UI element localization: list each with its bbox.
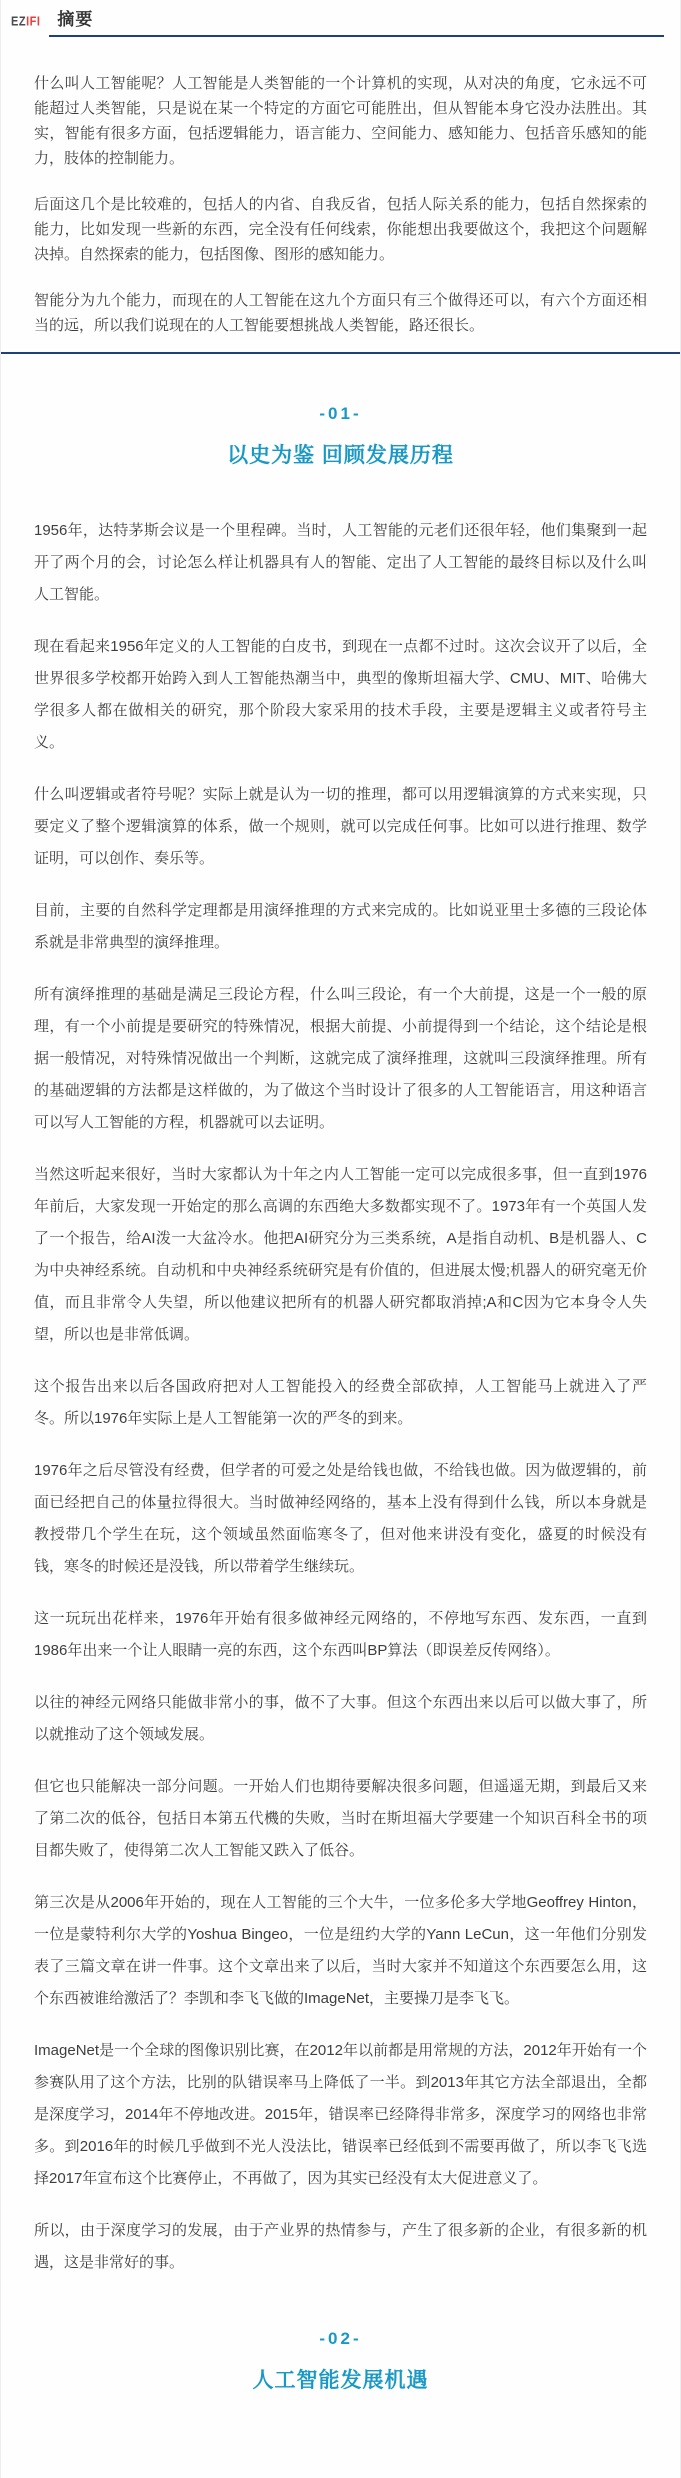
page-title: 摘要: [57, 10, 94, 29]
section-title: 人工智能发展机遇: [252, 2369, 429, 2392]
brand-logo-dark: EZ: [11, 15, 27, 29]
section-01: [1, 404, 680, 2279]
brand-logo-red: IFI: [26, 15, 41, 29]
brand-logo: [11, 15, 40, 29]
paragraph: 什么叫人工智能呢？人工智能是人类智能的一个计算机的实现，从对决的角度，它永远不可能超过人类智能，只是说在某一个特定的方面它可能胜出，但从智能本身它没办法胜出。其实，智能有很多方面，包括逻辑能力，语言能力、空间能力、感知能力、包括音乐感知的能力，肢体的控制能力。: [34, 75, 647, 167]
paragraph: 第三次是从2006年开始的，现在人工智能的三个大牛，一位多伦多大学地Geoffrey Hinton，一位是蒙特利尔大学的Yoshua Bingeo，一位是纽约大学的Yann LeCun，这一年他们分别发表了三篇文章在讲一件事。这个文章出来了以后，当时大家并不知道这个东西要怎么用，这个东西被谁给激活了？李凯和李飞飞做的ImageNet，主要操刀是李飞飞。: [34, 1894, 647, 2007]
header-rule: [49, 5, 664, 37]
section-number: -02-: [319, 2329, 362, 2348]
section-body: [1, 469, 680, 2279]
paragraph: 智能分为九个能力，而现在的人工智能在这九个方面只有三个做得还可以，有六个方面还相当的远，所以我们说现在的人工智能要想挑战人类智能，路还很长。: [34, 292, 647, 334]
paragraph: 所有演绎推理的基础是满足三段论方程，什么叫三段论，有一个大前提，这是一个一般的原理，有一个小前提是要研究的特殊情况，根据大前提、小前提得到一个结论，这个结论是根据一般情况，对特殊情况做出一个判断，这就完成了演绎推理，这就叫三段演绎推理。所有的基础逻辑的方法都是这样做的，为了做这个当时设计了很多的人工智能语言，用这种语言可以写人工智能的方程，机器就可以去证明。: [34, 986, 647, 1131]
paragraph: 1976年之后尽管没有经费，但学者的可爱之处是给钱也做，不给钱也做。因为做逻辑的，前面已经把自己的体量拉得很大。当时做神经网络的，基本上没有得到什么钱，所以本身就是教授带几个学生在玩，这个领域虽然面临寒冬了，但对他来讲没有变化，盛夏的时候没有钱，寒冬的时候还是没钱，所以带着学生继续玩。: [34, 1462, 647, 1575]
paragraph: 但它也只能解决一部分问题。一开始人们也期待要解决很多问题，但遥遥无期，到最后又来了第二次的低谷，包括日本第五代機的失败，当时在斯坦福大学要建一个知识百科全书的项目都失败了，使得第二次人工智能又跌入了低谷。: [34, 1778, 647, 1859]
paragraph: 1956年，达特茅斯会议是一个里程碑。当时，人工智能的元老们还很年轻，他们集聚到一起开了两个月的会，讨论怎么样让机器具有人的智能、定出了人工智能的最终目标以及什么叫人工智能。: [34, 522, 647, 603]
paragraph: 所以，由于深度学习的发展，由于产业界的热情参与，产生了很多新的企业，有很多新的机遇，这是非常好的事。: [34, 2222, 647, 2271]
paragraph: ImageNet是一个全球的图像识别比赛，在2012年以前都是用常规的方法，2012年开始有一个参赛队用了这个方法，比别的队错误率马上降低了一半。到2013年其它方法全部退出，全都是深度学习，2014年不停地改进。2015年，错误率已经降得非常多，深度学习的网络也非常多。到2016年的时候几乎做到不光人没法比，错误率已经低到不需要再做了，所以李飞飞选择2017年宣布这个比赛停止，不再做了，因为其实已经没有太大促进意义了。: [34, 2042, 647, 2187]
paragraph: 当然这听起来很好，当时大家都认为十年之内人工智能一定可以完成很多事，但一直到1976年前后，大家发现一开始定的那么高调的东西绝大多数都实现不了。1973年有一个英国人发了一个报告，给AI泼一大盆冷水。他把AI研究分为三类系统，A是指自动机、B是机器人、C为中央神经系统。自动机和中央神经系统研究是有价值的，但进展太慢;机器人的研究毫无价值，而且非常令人失望，所以他建议把所有的机器人研究都取消掉;A和C因为它本身令人失望，所以也是非常低调。: [34, 1166, 647, 1343]
paragraph: 目前，主要的自然科学定理都是用演绎推理的方式来完成的。比如说亚里士多德的三段论体系就是非常典型的演绎推理。: [34, 902, 647, 951]
section-02: [1, 2329, 680, 2440]
page-header: [1, 0, 680, 37]
paragraph: 后面这几个是比较难的，包括人的内省、自我反省，包括人际关系的能力，包括自然探索的能力，比如发现一些新的东西，完全没有任何线索，你能想出我要做这个，我把这个问题解决掉。自然探索的能力，包括图像、图形的感知能力。: [34, 196, 647, 263]
paragraph: 这个报告出来以后各国政府把对人工智能投入的经费全部砍掉，人工智能马上就进入了严冬。所以1976年实际上是人工智能第一次的严冬的到来。: [34, 1378, 647, 1427]
section-number: -01-: [319, 404, 362, 423]
bottom-padding: [1, 2440, 680, 2475]
section-title: 以史为鉴 回顾发展历程: [227, 444, 454, 467]
paragraph: 什么叫逻辑或者符号呢？实际上就是认为一切的推理，都可以用逻辑演算的方式来实现，只要定义了整个逻辑演算的体系，做一个规则，就可以完成任何事。比如可以进行推理、数学证明，可以创作、奏乐等。: [34, 786, 647, 867]
section-body: [1, 2394, 680, 2440]
paragraph: 以往的神经元网络只能做非常小的事，做不了大事。但这个东西出来以后可以做大事了，所以就推动了这个领域发展。: [34, 1694, 647, 1743]
paragraph: 现在看起来1956年定义的人工智能的白皮书，到现在一点都不过时。这次会议开了以后，全世界很多学校都开始跨入到人工智能热潮当中，典型的像斯坦福大学、CMU、MIT、哈佛大学很多人都在做相关的研究，那个阶段大家采用的技术手段，主要是逻辑主义或者符号主义。: [34, 638, 647, 751]
abstract-section: [1, 37, 680, 338]
paragraph: 这一玩玩出花样来，1976年开始有很多做神经元网络的，不停地写东西、发东西，一直到1986年出来一个让人眼睛一亮的东西，这个东西叫BP算法（即误差反传网络）。: [34, 1610, 647, 1659]
section-divider: [1, 352, 680, 354]
